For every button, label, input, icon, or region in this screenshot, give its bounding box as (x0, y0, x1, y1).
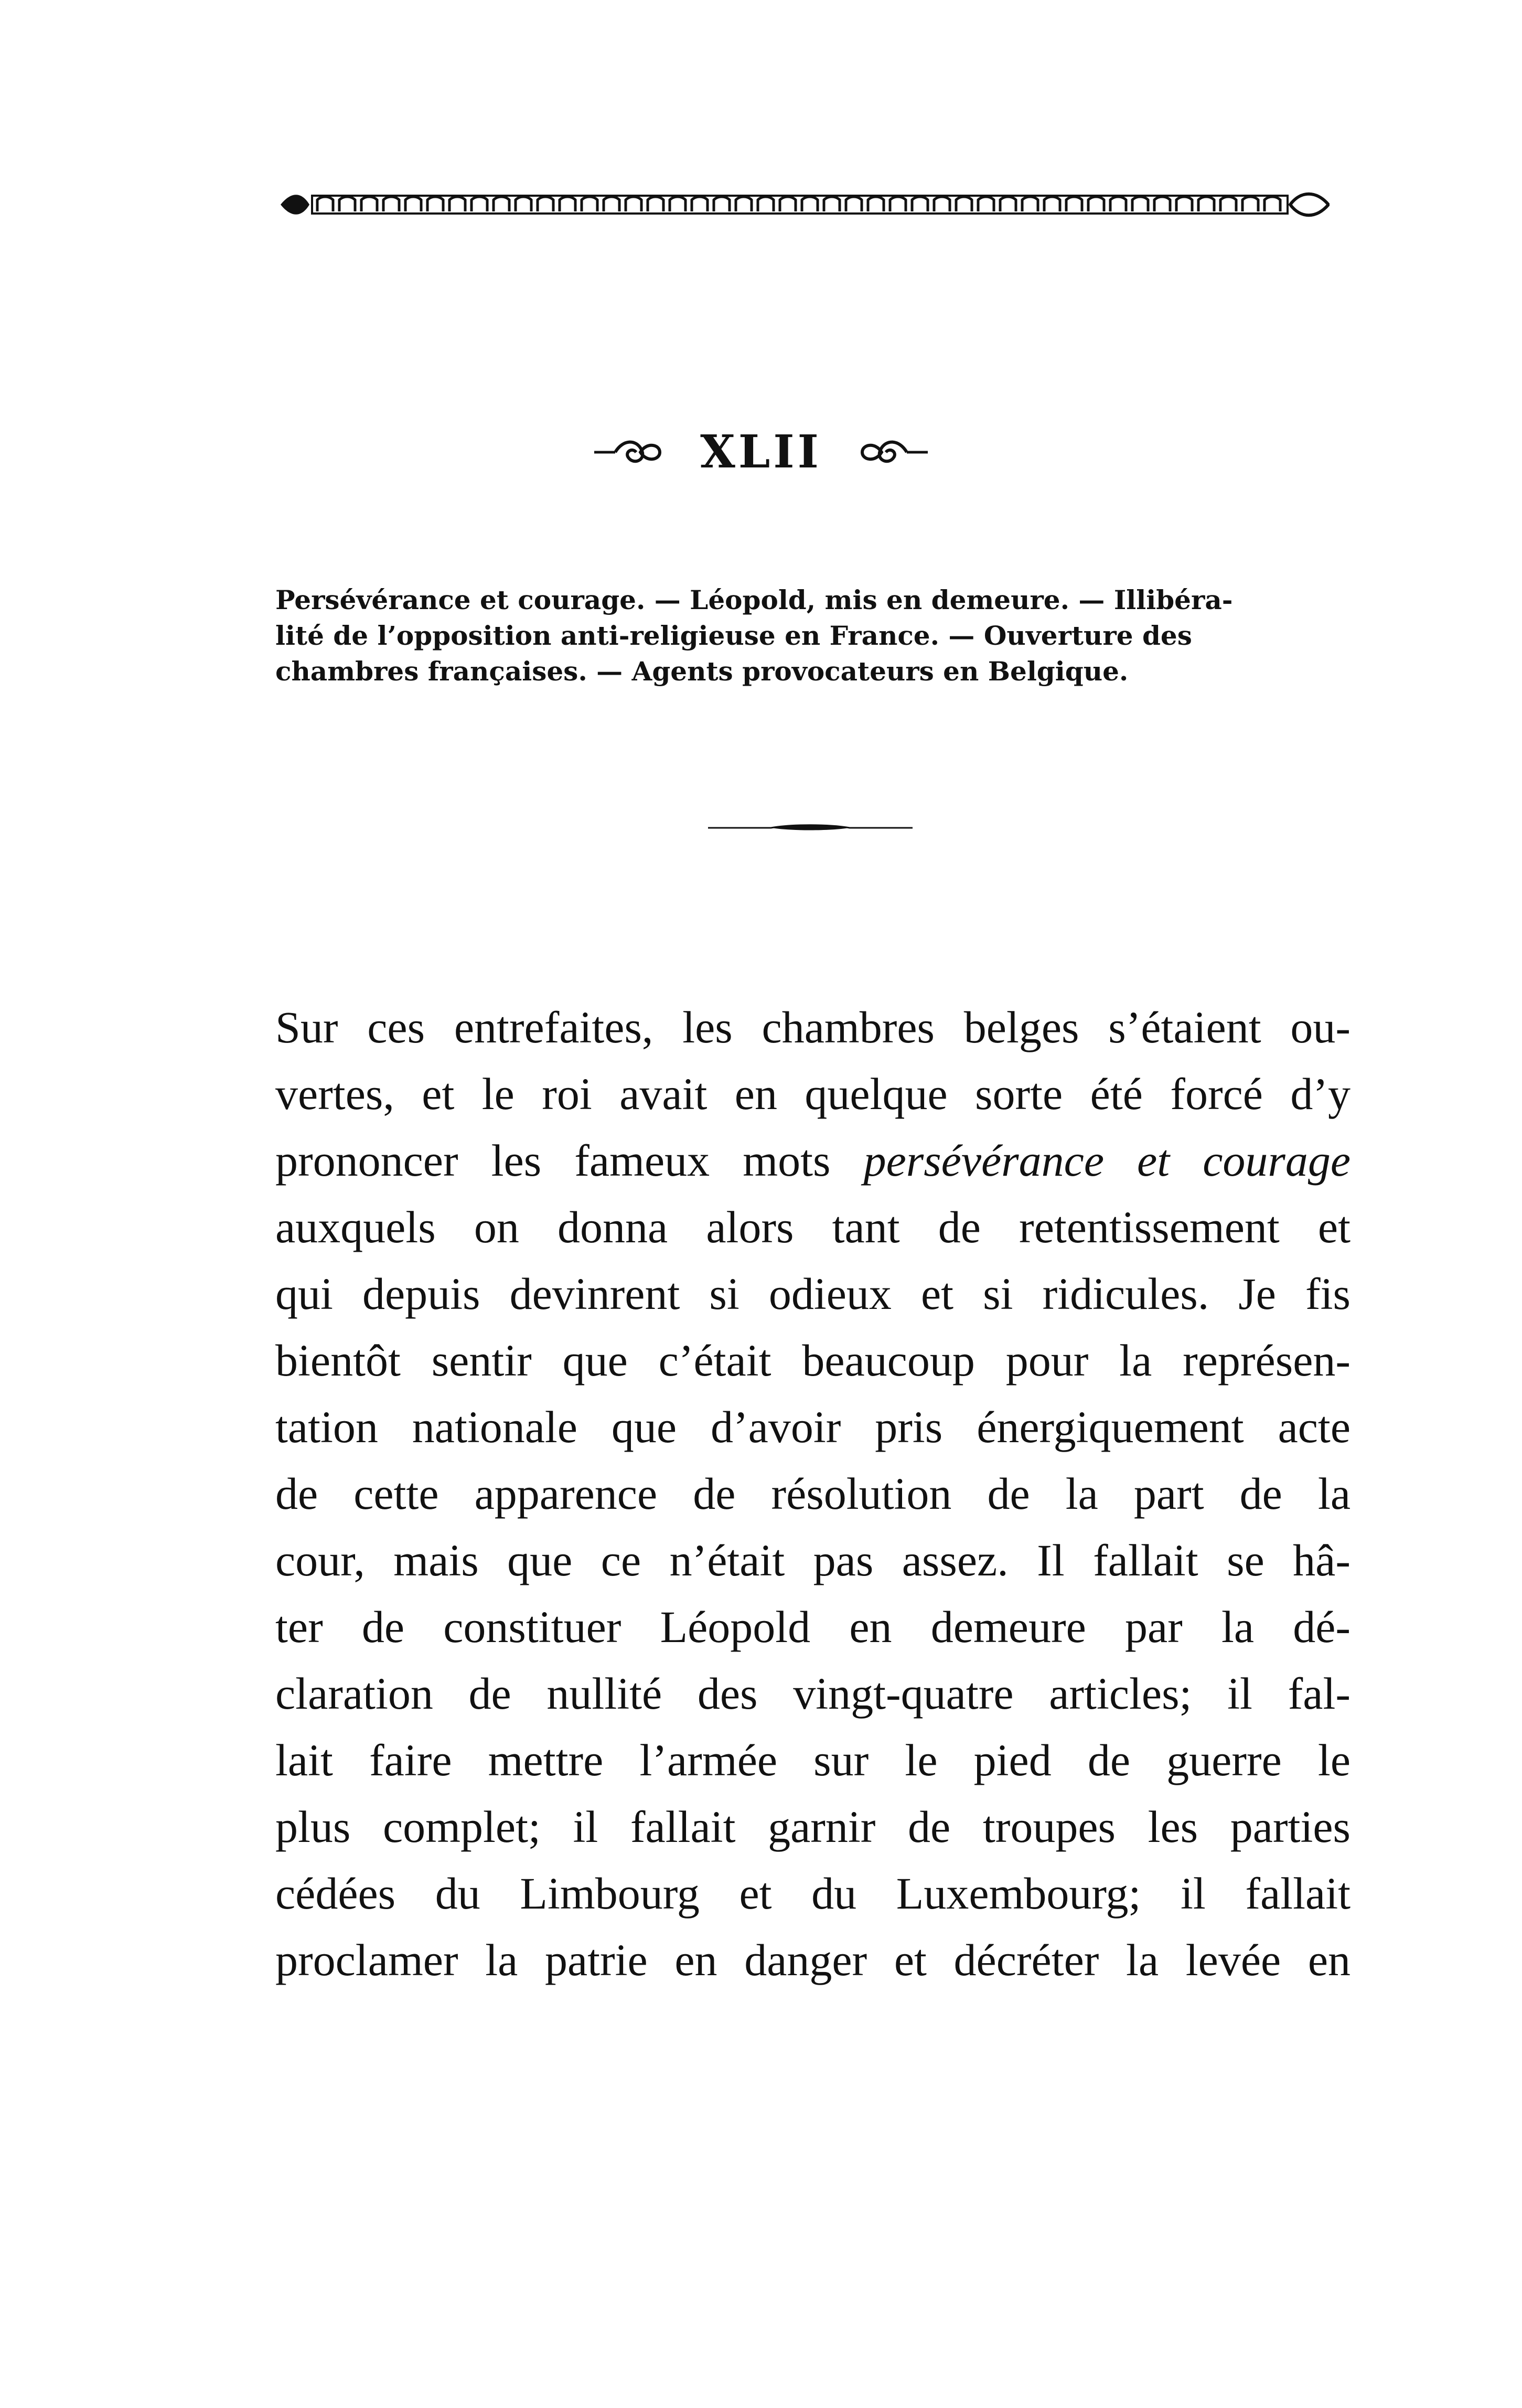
ornament-motif (1264, 197, 1280, 211)
ornament-motif (1132, 197, 1148, 211)
ornament-motif (648, 197, 663, 211)
text-line: ter de constituer Léopold en demeure par la dé- (275, 1602, 1350, 1652)
text-line: Sur ces entrefaites, les chambres belges s’étaient ou- (275, 1002, 1350, 1052)
chapter-number: XLII (700, 425, 822, 478)
body-text (275, 994, 1350, 1994)
ornament-motif (934, 197, 950, 211)
ornament-motif (1022, 197, 1038, 211)
ornament-motif (912, 197, 928, 211)
ornament-motif (494, 197, 509, 211)
ornament-motif (361, 197, 377, 211)
ornament-motif (383, 197, 399, 211)
ornament-motif (471, 197, 487, 211)
summary-line: chambres françaises. — Agents provocateurs en Belgique. (275, 656, 1129, 687)
ornament-motif (714, 197, 730, 211)
summary-line: lité de l’opposition anti-religieuse en France. — Ouverture des (275, 620, 1192, 651)
chapter-summary (275, 582, 1350, 689)
ornament-motif (1044, 197, 1060, 211)
text-line: proclamer la patrie en danger et décréter la levée en (275, 1935, 1350, 1985)
text-line: vertes, et le roi avait en quelque sorte été forcé d’y (275, 1069, 1350, 1119)
ornament-motif (1242, 197, 1258, 211)
ornament-motif (1088, 197, 1104, 211)
left-fleuron-icon (594, 436, 662, 468)
text-line: claration de nullité des vingt-quatre articles; il fal- (275, 1668, 1350, 1719)
text-line: lait faire mettre l’armée sur le pied de guerre le (275, 1735, 1350, 1785)
ornament-motif (758, 197, 774, 211)
ornament-motif (890, 197, 906, 211)
text-line (275, 1127, 1350, 1194)
ornament-motif (824, 197, 840, 211)
ornament-motif (1000, 197, 1016, 211)
ornament-motif (1066, 197, 1082, 211)
text-line: auxquels on donna alors tant de retentissement et (275, 1202, 1350, 1252)
text-line: de cette apparence de résolution de la part de la (275, 1468, 1350, 1519)
ornament-motif (846, 197, 862, 211)
ornament-motif (1110, 197, 1126, 211)
ornament-motif (736, 197, 752, 211)
ornament-motif (868, 197, 884, 211)
ornament-motif (670, 197, 685, 211)
ornament-motif (560, 197, 575, 211)
ornamental-header-band (281, 186, 1330, 223)
ornament-motif (802, 197, 818, 211)
ornament-motif (626, 197, 641, 211)
text-line: cédées du Limbourg et du Luxembourg; il fallait (275, 1868, 1350, 1919)
ornament-motif (427, 197, 443, 211)
ornament-motif (604, 197, 619, 211)
ornament-motif (692, 197, 708, 211)
text-line: cour, mais que ce n’était pas assez. Il fallait se hâ- (275, 1535, 1350, 1585)
ornament-motif (1198, 197, 1214, 211)
ornament-motif (317, 197, 333, 211)
ornament-motif (1220, 197, 1236, 211)
ornament-motif (405, 197, 421, 211)
ornament-motif (956, 197, 972, 211)
ornament-motif (516, 197, 531, 211)
text-fragment: prononcer les fameux mots (275, 1135, 864, 1186)
ornament-motif (780, 197, 796, 211)
ornament-motif (582, 197, 597, 211)
right-fleuron-icon (860, 436, 928, 468)
text-line: plus complet; il fallait garnir de troupes les parties (275, 1802, 1350, 1852)
text-line: bientôt sentir que c’était beaucoup pour la représen- (275, 1335, 1350, 1386)
ornament-motif (978, 197, 994, 211)
ornament-motif (538, 197, 553, 211)
italic-phrase: persévérance et courage (863, 1135, 1350, 1186)
ornament-motif (1154, 197, 1170, 211)
ornament-motif (449, 197, 465, 211)
decorative-rule (708, 823, 913, 833)
ornament-motif (339, 197, 355, 211)
text-line: tation nationale que d’avoir pris énergiquement acte (275, 1402, 1350, 1452)
text-line: qui depuis devinrent si odieux et si ridicules. Je fis (275, 1269, 1350, 1319)
summary-line: Persévérance et courage. — Léopold, mis en demeure. — Illibéra- (275, 584, 1233, 615)
chapter-heading (0, 420, 1522, 481)
ornament-motif (1176, 197, 1192, 211)
